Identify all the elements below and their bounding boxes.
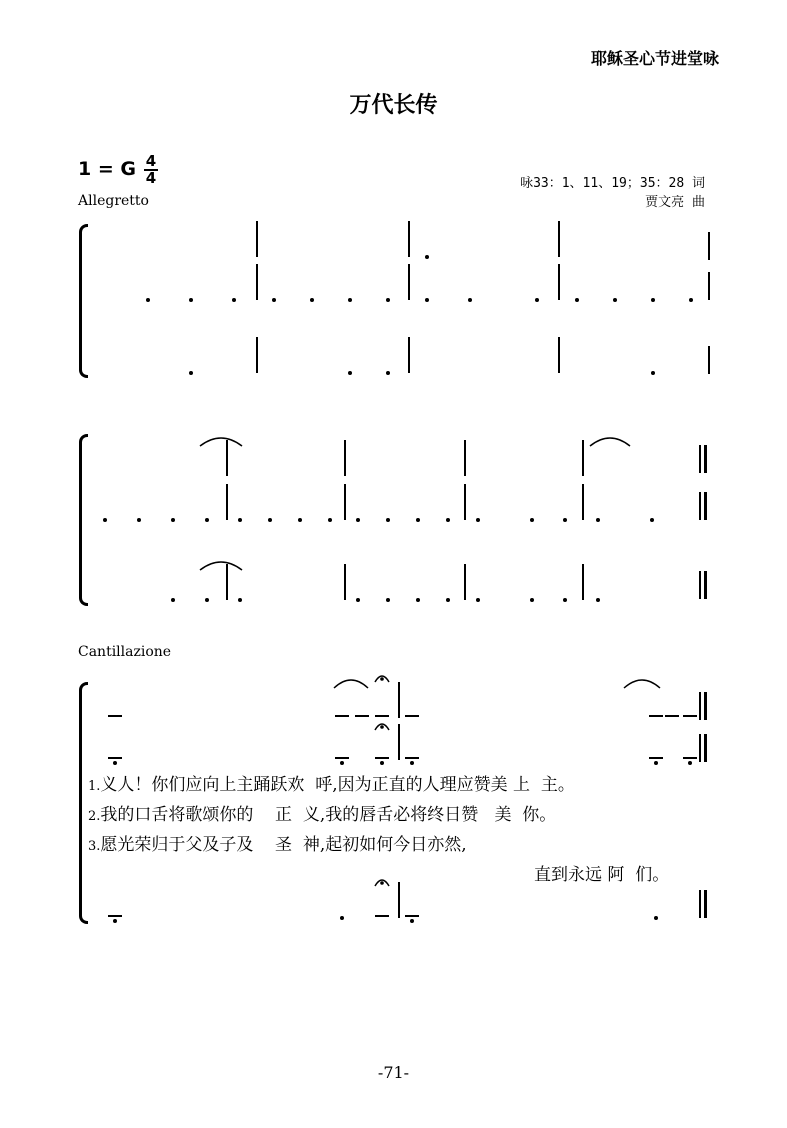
verse-line <box>534 860 669 885</box>
barline <box>582 440 584 476</box>
octave-dot-below <box>171 598 175 602</box>
octave-dot-below <box>446 518 450 522</box>
octave-dot-below <box>171 518 175 522</box>
octave-dot-below <box>356 598 360 602</box>
octave-dot-below <box>651 371 655 375</box>
underline-beam <box>375 757 389 759</box>
octave-dot-below <box>613 298 617 302</box>
barline <box>558 264 560 300</box>
final-barline <box>704 445 707 473</box>
final-barline-thin <box>699 890 701 918</box>
octave-dot-below <box>298 518 302 522</box>
final-barline-thin <box>699 571 701 599</box>
music-credit: 贾文亮 曲 <box>645 195 705 210</box>
key-signature: 1 = G <box>78 158 136 180</box>
fermata <box>375 724 389 730</box>
slur <box>200 438 242 446</box>
barline <box>582 484 584 520</box>
barline <box>398 682 400 718</box>
octave-dot-below <box>476 598 480 602</box>
underline-beam <box>108 915 122 917</box>
barline <box>226 440 228 476</box>
slur <box>590 438 630 446</box>
barline <box>708 272 710 300</box>
header-title: 耶稣圣心节进堂咏 <box>590 49 719 68</box>
verse-text: 我的口舌将歌颂你的 正 义,我的唇舌必将终日赞 美 你。 <box>100 805 557 825</box>
octave-dot-below <box>563 518 567 522</box>
barline <box>558 221 560 257</box>
octave-dot-below <box>310 298 314 302</box>
underline-beam <box>335 715 349 717</box>
underline-beam <box>683 757 697 759</box>
meter-top: 4 <box>145 152 157 170</box>
octave-dot-below <box>468 298 472 302</box>
page-number: -71- <box>377 1063 410 1082</box>
underline-beam <box>405 715 419 717</box>
fermata <box>375 676 389 682</box>
barline <box>398 882 400 918</box>
octave-dot-below <box>386 598 390 602</box>
octave-dot-below <box>446 598 450 602</box>
fermata-dot <box>380 677 384 681</box>
octave-dot-below <box>476 518 480 522</box>
octave-dot-below <box>205 518 209 522</box>
barline <box>226 564 228 600</box>
octave-dot-below <box>386 298 390 302</box>
verse-line <box>88 830 467 855</box>
octave-dot-below <box>328 518 332 522</box>
octave-dot-below <box>137 518 141 522</box>
octave-dot-below <box>238 598 242 602</box>
octave-dot-below <box>563 598 567 602</box>
underline-beam <box>649 715 663 717</box>
octave-dot-below <box>238 518 242 522</box>
octave-dot-below <box>232 298 236 302</box>
barline <box>464 484 466 520</box>
barline <box>256 221 258 257</box>
octave-dot-below <box>340 916 344 920</box>
barline <box>256 264 258 300</box>
barline <box>708 232 710 260</box>
underline-beam <box>683 715 697 717</box>
underline-beam <box>355 715 369 717</box>
underline-beam <box>375 915 389 917</box>
underline-beam <box>375 715 389 717</box>
tempo-marking: Allegretto <box>78 193 149 209</box>
octave-dot-below <box>356 518 360 522</box>
octave-dot-below <box>205 598 209 602</box>
octave-dot-below <box>340 761 344 765</box>
verse-number: 2. <box>88 809 101 824</box>
octave-dot-below <box>386 371 390 375</box>
final-barline <box>704 492 707 520</box>
song-title: 万代长传 <box>349 92 438 118</box>
underline-beam <box>335 757 349 759</box>
octave-dot-below <box>535 298 539 302</box>
verse-text: 直到永远 阿 们。 <box>534 865 670 885</box>
octave-dot-below <box>650 518 654 522</box>
octave-dot-below <box>189 371 193 375</box>
verse-text: 愿光荣归于父及子及 圣 神,起初如何今日亦然, <box>100 835 467 855</box>
octave-dot-below <box>386 518 390 522</box>
slur <box>200 562 242 570</box>
octave-dot-below <box>410 919 414 923</box>
system-bracket <box>79 434 88 606</box>
barline <box>708 346 710 374</box>
barline <box>398 724 400 760</box>
final-barline-thin <box>699 492 701 520</box>
octave-dot-below <box>654 916 658 920</box>
octave-dot-below <box>689 298 693 302</box>
slur <box>624 680 660 688</box>
verse-number: 1. <box>88 779 101 794</box>
lyrics-credit: 咏33：1、11、19；35：28 词 <box>520 176 705 191</box>
final-barline-thin <box>699 734 701 762</box>
underline-beam <box>108 715 122 717</box>
underline-beam <box>108 757 122 759</box>
final-barline <box>704 734 707 762</box>
octave-dot-below <box>113 919 117 923</box>
octave-dot-below <box>530 598 534 602</box>
final-barline <box>704 890 707 918</box>
barline <box>226 484 228 520</box>
barline <box>344 484 346 520</box>
barline <box>582 564 584 600</box>
octave-dot-below <box>410 761 414 765</box>
octave-dot-below <box>654 761 658 765</box>
barline <box>464 440 466 476</box>
octave-dot-below <box>425 255 429 259</box>
fermata <box>375 880 389 886</box>
barline <box>408 221 410 257</box>
octave-dot-below <box>416 598 420 602</box>
octave-dot-below <box>272 298 276 302</box>
time-signature <box>143 154 159 186</box>
underline-beam <box>665 715 679 717</box>
octave-dot-below <box>348 298 352 302</box>
underline-beam <box>405 915 419 917</box>
barline <box>408 264 410 300</box>
final-barline <box>704 692 707 720</box>
underline-beam <box>649 757 663 759</box>
octave-dot-below <box>575 298 579 302</box>
octave-dot-below <box>688 761 692 765</box>
octave-dot-below <box>113 761 117 765</box>
octave-dot-below <box>103 518 107 522</box>
meter-bottom: 4 <box>145 169 157 187</box>
octave-dot-below <box>348 371 352 375</box>
barline <box>408 337 410 373</box>
octave-dot-below <box>189 298 193 302</box>
octave-dot-below <box>146 298 150 302</box>
verse-line <box>88 770 575 795</box>
octave-dot-below <box>268 518 272 522</box>
barline <box>344 564 346 600</box>
barline <box>344 440 346 476</box>
octave-dot-below <box>416 518 420 522</box>
final-barline-thin <box>699 692 701 720</box>
octave-dot-below <box>651 298 655 302</box>
octave-dot-below <box>530 518 534 522</box>
section-label: Cantillazione <box>78 644 172 660</box>
underline-beam <box>405 757 419 759</box>
octave-dot-below <box>596 518 600 522</box>
system-bracket <box>79 224 88 378</box>
verse-line <box>88 800 556 825</box>
barline <box>464 564 466 600</box>
fermata-dot <box>380 881 384 885</box>
verse-number: 3. <box>88 839 101 854</box>
fermata-dot <box>380 725 384 729</box>
final-barline <box>704 571 707 599</box>
octave-dot-below <box>596 598 600 602</box>
slur <box>334 680 368 688</box>
final-barline-thin <box>699 445 701 473</box>
octave-dot-below <box>380 761 384 765</box>
system-bracket <box>79 682 88 924</box>
octave-dot-below <box>425 298 429 302</box>
barline <box>256 337 258 373</box>
barline <box>558 337 560 373</box>
verse-text: 义人！你们应向上主踊跃欢 呼,因为正直的人理应赞美 上 主。 <box>100 775 575 795</box>
